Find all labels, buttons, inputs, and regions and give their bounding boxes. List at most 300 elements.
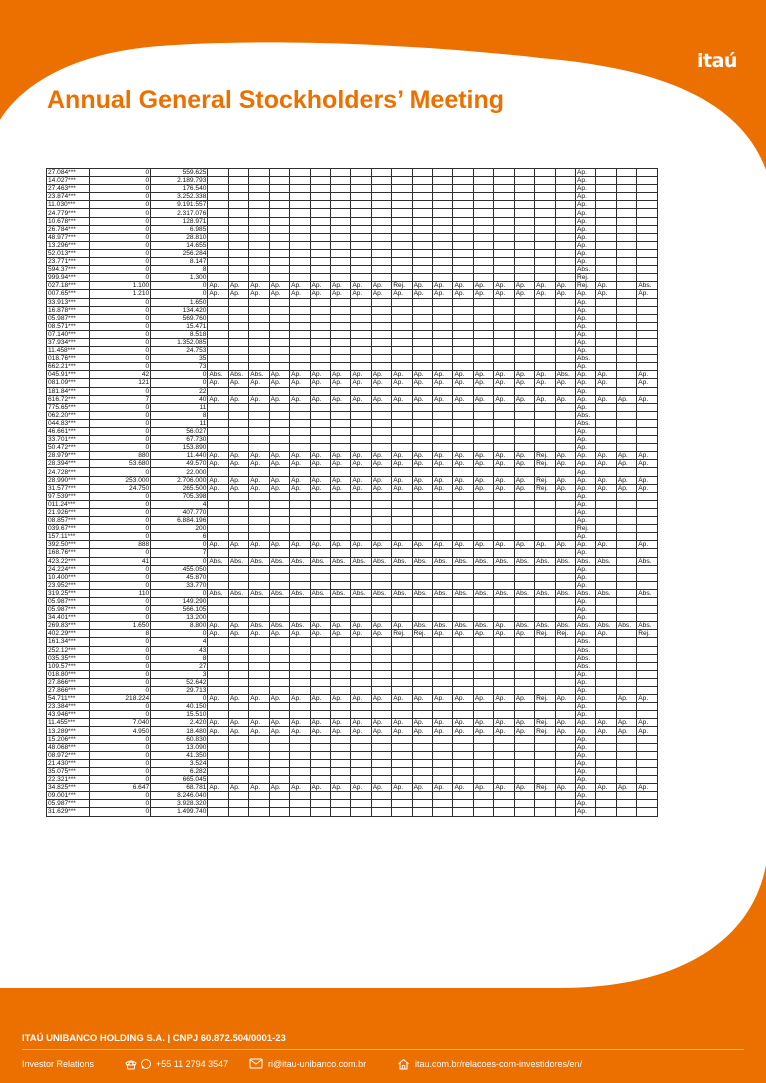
- table-row: [47, 727, 658, 735]
- vote-cell: Rej.: [576, 282, 596, 290]
- vote-cell: [453, 654, 473, 662]
- vote-cell: Ap.: [576, 614, 596, 622]
- vote-cell: [473, 306, 493, 314]
- vote-cell: Ap.: [555, 695, 575, 703]
- vote-cell: [433, 314, 453, 322]
- table-row: [47, 533, 658, 541]
- vote-cell: Abs.: [576, 266, 596, 274]
- vote-cell: [616, 274, 636, 282]
- vote-cell: [228, 274, 248, 282]
- vote-cell: [371, 444, 391, 452]
- vote-cell: [208, 525, 228, 533]
- vote-cell: [535, 565, 555, 573]
- vote-cell: [433, 338, 453, 346]
- shareholder-id-cell: 10.400***: [47, 573, 90, 581]
- table-row: [47, 193, 658, 201]
- vote-cell: [596, 533, 616, 541]
- vote-cell: Ap.: [249, 460, 269, 468]
- vote-cell: Ap.: [535, 290, 555, 298]
- vote-cell: [330, 759, 350, 767]
- vote-cell: [269, 687, 289, 695]
- vote-cell: [535, 419, 555, 427]
- vote-cell: [433, 330, 453, 338]
- vote-cell: Abs.: [249, 557, 269, 565]
- vote-cell: [473, 687, 493, 695]
- vote-cell: [535, 646, 555, 654]
- vote-cell: Ap.: [208, 290, 228, 298]
- vote-cell: [637, 225, 658, 233]
- vote-cell: [473, 185, 493, 193]
- vote-cell: [208, 646, 228, 654]
- vote-cell: [228, 751, 248, 759]
- vote-cell: [269, 606, 289, 614]
- vote-cell: [228, 355, 248, 363]
- vote-cell: [514, 322, 534, 330]
- vote-cell: Ap.: [330, 622, 350, 630]
- vote-cell: Ap.: [494, 282, 514, 290]
- vote-cell: Ap.: [433, 452, 453, 460]
- vote-cell: [228, 767, 248, 775]
- vote-cell: Rej.: [412, 630, 432, 638]
- vote-cell: [453, 614, 473, 622]
- vote-cell: [310, 638, 330, 646]
- vote-cell: [310, 751, 330, 759]
- vote-cell: [514, 808, 534, 816]
- share-count-cell: 265.500: [151, 484, 208, 492]
- vote-cell: [433, 581, 453, 589]
- shareholder-id-cell: 35.075***: [47, 767, 90, 775]
- vote-cell: [514, 241, 534, 249]
- vote-cell: Ap.: [228, 727, 248, 735]
- vote-cell: [637, 670, 658, 678]
- vote-cell: Ap.: [473, 727, 493, 735]
- itau-logo: itaú: [690, 38, 744, 84]
- vote-cell: [290, 792, 310, 800]
- share-count-cell: 0: [151, 589, 208, 597]
- vote-cell: [637, 614, 658, 622]
- vote-cell: [290, 298, 310, 306]
- vote-cell: [514, 606, 534, 614]
- vote-cell: [269, 654, 289, 662]
- vote-cell: [351, 525, 371, 533]
- vote-cell: Ap.: [576, 500, 596, 508]
- vote-cell: [473, 330, 493, 338]
- vote-cell: [514, 549, 534, 557]
- vote-cell: [433, 517, 453, 525]
- vote-cell: [269, 314, 289, 322]
- vote-cell: [637, 258, 658, 266]
- vote-cell: Ap.: [351, 282, 371, 290]
- table-row: [47, 581, 658, 589]
- vote-cell: [433, 767, 453, 775]
- vote-cell: [535, 638, 555, 646]
- vote-cell: [555, 209, 575, 217]
- vote-cell: [473, 751, 493, 759]
- share-count-cell: 0: [89, 428, 150, 436]
- vote-cell: [412, 193, 432, 201]
- vote-cell: [330, 258, 350, 266]
- vote-cell: [208, 565, 228, 573]
- vote-cell: [208, 670, 228, 678]
- share-count-cell: 559.625: [151, 169, 208, 177]
- vote-cell: [453, 209, 473, 217]
- vote-cell: [473, 241, 493, 249]
- vote-cell: [392, 597, 412, 605]
- vote-cell: [269, 363, 289, 371]
- share-count-cell: 40: [151, 395, 208, 403]
- table-row: [47, 419, 658, 427]
- vote-cell: [616, 428, 636, 436]
- vote-cell: [616, 759, 636, 767]
- vote-cell: [514, 193, 534, 201]
- table-row: [47, 306, 658, 314]
- vote-cell: [228, 597, 248, 605]
- vote-cell: [433, 573, 453, 581]
- table-row: [47, 776, 658, 784]
- vote-cell: Ap.: [290, 630, 310, 638]
- vote-cell: [596, 330, 616, 338]
- vote-cell: [473, 233, 493, 241]
- vote-cell: [269, 800, 289, 808]
- vote-cell: [433, 411, 453, 419]
- vote-cell: [494, 711, 514, 719]
- table-row: [47, 258, 658, 266]
- vote-cell: [249, 549, 269, 557]
- vote-cell: [453, 508, 473, 516]
- vote-cell: [433, 355, 453, 363]
- vote-cell: [330, 209, 350, 217]
- vote-cell: [290, 800, 310, 808]
- vote-cell: [433, 193, 453, 201]
- vote-cell: [290, 767, 310, 775]
- vote-cell: Ap.: [269, 395, 289, 403]
- vote-cell: [596, 177, 616, 185]
- website-link[interactable]: itau.com.br/relacoes-com-investidores/en/: [415, 1059, 583, 1069]
- vote-cell: Ap.: [371, 622, 391, 630]
- vote-cell: [208, 225, 228, 233]
- vote-cell: [330, 808, 350, 816]
- vote-cell: [330, 363, 350, 371]
- shareholder-id-cell: 43.946***: [47, 711, 90, 719]
- vote-cell: [596, 670, 616, 678]
- vote-cell: [392, 411, 412, 419]
- vote-cell: Rej.: [576, 274, 596, 282]
- vote-cell: [351, 581, 371, 589]
- vote-cell: [473, 201, 493, 209]
- share-count-cell: 18.480: [151, 727, 208, 735]
- vote-cell: [392, 767, 412, 775]
- vote-cell: Ap.: [249, 695, 269, 703]
- vote-cell: Rej.: [535, 719, 555, 727]
- vote-cell: [330, 614, 350, 622]
- vote-cell: [433, 525, 453, 533]
- vote-cell: [535, 703, 555, 711]
- vote-cell: [290, 614, 310, 622]
- vote-cell: [208, 355, 228, 363]
- table-row: [47, 589, 658, 597]
- vote-cell: [208, 436, 228, 444]
- vote-cell: [555, 428, 575, 436]
- vote-cell: [433, 776, 453, 784]
- shareholder-id-cell: 24.728***: [47, 468, 90, 476]
- vote-cell: [616, 687, 636, 695]
- vote-cell: [228, 444, 248, 452]
- vote-cell: [637, 355, 658, 363]
- table-row: [47, 266, 658, 274]
- vote-cell: [208, 597, 228, 605]
- vote-cell: [433, 201, 453, 209]
- vote-cell: [514, 759, 534, 767]
- share-count-cell: 0: [89, 581, 150, 589]
- vote-cell: Ap.: [290, 290, 310, 298]
- vote-cell: Ap.: [576, 444, 596, 452]
- vote-cell: Ap.: [310, 622, 330, 630]
- vote-cell: [392, 792, 412, 800]
- shareholder-id-cell: 27.084***: [47, 169, 90, 177]
- share-count-cell: 256.284: [151, 249, 208, 257]
- vote-cell: [555, 217, 575, 225]
- vote-cell: Ap.: [576, 460, 596, 468]
- vote-cell: Ap.: [576, 508, 596, 516]
- vote-cell: [228, 436, 248, 444]
- vote-cell: Ap.: [249, 727, 269, 735]
- vote-cell: [351, 436, 371, 444]
- vote-cell: [330, 274, 350, 282]
- vote-cell: [290, 533, 310, 541]
- vote-cell: [249, 508, 269, 516]
- vote-cell: [290, 703, 310, 711]
- vote-cell: [392, 808, 412, 816]
- vote-cell: Abs.: [576, 411, 596, 419]
- vote-cell: [371, 411, 391, 419]
- share-count-cell: 0: [89, 314, 150, 322]
- vote-cell: [269, 808, 289, 816]
- vote-cell: Ap.: [494, 727, 514, 735]
- shareholder-id-cell: 23.384***: [47, 703, 90, 711]
- vote-cell: [433, 185, 453, 193]
- vote-cell: Abs.: [576, 638, 596, 646]
- phone-number[interactable]: +55 11 2794 3547: [156, 1059, 229, 1069]
- table-row: [47, 525, 658, 533]
- vote-cell: [330, 419, 350, 427]
- vote-cell: [412, 703, 432, 711]
- share-count-cell: 22: [151, 387, 208, 395]
- shareholder-id-cell: 08.972***: [47, 751, 90, 759]
- vote-cell: [412, 573, 432, 581]
- vote-cell: [494, 581, 514, 589]
- shareholder-id-cell: 423.22***: [47, 557, 90, 565]
- vote-cell: [616, 436, 636, 444]
- vote-cell: Ap.: [576, 573, 596, 581]
- vote-cell: Ap.: [576, 735, 596, 743]
- table-row: [47, 452, 658, 460]
- vote-cell: [310, 735, 330, 743]
- vote-cell: Ap.: [576, 792, 596, 800]
- vote-cell: [371, 751, 391, 759]
- vote-cell: Ap.: [555, 282, 575, 290]
- vote-cell: [555, 444, 575, 452]
- vote-cell: [392, 468, 412, 476]
- vote-cell: [412, 330, 432, 338]
- vote-cell: [392, 266, 412, 274]
- vote-cell: [249, 193, 269, 201]
- vote-cell: [330, 646, 350, 654]
- vote-cell: [494, 662, 514, 670]
- vote-cell: [494, 508, 514, 516]
- vote-cell: [310, 646, 330, 654]
- email-link[interactable]: ri@itau-unibanco.com.br: [268, 1059, 367, 1069]
- vote-cell: [616, 638, 636, 646]
- vote-cell: [514, 751, 534, 759]
- vote-cell: [392, 687, 412, 695]
- vote-cell: Ap.: [228, 460, 248, 468]
- vote-cell: Abs.: [228, 557, 248, 565]
- vote-cell: [473, 549, 493, 557]
- vote-cell: [473, 177, 493, 185]
- vote-cell: [514, 517, 534, 525]
- vote-cell: Ap.: [494, 622, 514, 630]
- vote-cell: [535, 444, 555, 452]
- vote-cell: Ap.: [249, 719, 269, 727]
- vote-cell: [208, 330, 228, 338]
- vote-cell: [637, 581, 658, 589]
- vote-cell: [392, 347, 412, 355]
- vote-cell: [290, 638, 310, 646]
- share-count-cell: 253.000: [89, 476, 150, 484]
- vote-cell: [330, 411, 350, 419]
- vote-cell: [535, 274, 555, 282]
- shareholder-id-cell: 97.539***: [47, 492, 90, 500]
- vote-cell: Ap.: [576, 743, 596, 751]
- vote-cell: [514, 735, 534, 743]
- vote-cell: [249, 597, 269, 605]
- vote-cell: [290, 209, 310, 217]
- vote-cell: [412, 670, 432, 678]
- shareholder-id-cell: 594.37***: [47, 266, 90, 274]
- vote-cell: [228, 322, 248, 330]
- vote-cell: Ap.: [473, 452, 493, 460]
- vote-cell: Ap.: [514, 541, 534, 549]
- vote-cell: Ap.: [555, 290, 575, 298]
- vote-cell: [290, 306, 310, 314]
- table-row: [47, 169, 658, 177]
- share-count-cell: 0: [89, 565, 150, 573]
- vote-cell: [392, 298, 412, 306]
- vote-cell: [535, 330, 555, 338]
- vote-cell: [494, 193, 514, 201]
- vote-cell: [453, 306, 473, 314]
- vote-cell: Ap.: [576, 800, 596, 808]
- vote-cell: Ap.: [351, 484, 371, 492]
- vote-cell: Ap.: [494, 695, 514, 703]
- vote-cell: Abs.: [453, 557, 473, 565]
- vote-cell: [371, 322, 391, 330]
- vote-cell: [208, 533, 228, 541]
- vote-cell: [596, 193, 616, 201]
- vote-cell: [290, 492, 310, 500]
- vote-cell: [616, 743, 636, 751]
- shareholder-id-cell: 14.027***: [47, 177, 90, 185]
- vote-cell: [453, 597, 473, 605]
- vote-cell: [269, 436, 289, 444]
- vote-cell: [535, 573, 555, 581]
- share-count-cell: 2.317.076: [151, 209, 208, 217]
- vote-cell: Abs.: [269, 589, 289, 597]
- vote-cell: [596, 751, 616, 759]
- vote-cell: [249, 419, 269, 427]
- vote-cell: [392, 776, 412, 784]
- vote-cell: Ap.: [576, 387, 596, 395]
- table-row: [47, 500, 658, 508]
- vote-cell: [596, 735, 616, 743]
- vote-cell: Ap.: [473, 541, 493, 549]
- vote-cell: [473, 606, 493, 614]
- share-count-cell: 3: [151, 670, 208, 678]
- share-count-cell: 110: [89, 589, 150, 597]
- vote-cell: Ap.: [637, 452, 658, 460]
- vote-cell: [555, 241, 575, 249]
- vote-cell: [637, 169, 658, 177]
- vote-cell: [555, 387, 575, 395]
- vote-cell: [637, 444, 658, 452]
- vote-cell: [269, 549, 289, 557]
- vote-cell: [330, 743, 350, 751]
- vote-cell: [290, 249, 310, 257]
- vote-cell: [412, 403, 432, 411]
- vote-cell: Ap.: [330, 379, 350, 387]
- vote-cell: Ap.: [290, 727, 310, 735]
- vote-cell: [555, 330, 575, 338]
- vote-cell: [392, 209, 412, 217]
- share-count-cell: 41.350: [151, 751, 208, 759]
- share-count-cell: 3.252.338: [151, 193, 208, 201]
- vote-cell: Ap.: [616, 452, 636, 460]
- vote-cell: [596, 767, 616, 775]
- vote-cell: [412, 274, 432, 282]
- vote-cell: [514, 347, 534, 355]
- vote-cell: [616, 209, 636, 217]
- vote-cell: [555, 492, 575, 500]
- share-count-cell: 0: [89, 614, 150, 622]
- vote-cell: [371, 492, 391, 500]
- vote-cell: [249, 751, 269, 759]
- vote-cell: [351, 274, 371, 282]
- vote-cell: [514, 330, 534, 338]
- vote-cell: [514, 533, 534, 541]
- vote-cell: [555, 363, 575, 371]
- vote-cell: Ap.: [494, 541, 514, 549]
- vote-cell: [228, 330, 248, 338]
- vote-cell: Abs.: [616, 622, 636, 630]
- vote-cell: [269, 638, 289, 646]
- vote-cell: Ap.: [576, 193, 596, 201]
- vote-cell: [249, 217, 269, 225]
- shareholder-id-cell: 035.35***: [47, 654, 90, 662]
- vote-cell: [330, 751, 350, 759]
- share-count-cell: 0: [89, 743, 150, 751]
- vote-cell: [249, 500, 269, 508]
- share-count-cell: 8: [151, 654, 208, 662]
- vote-cell: [290, 517, 310, 525]
- vote-cell: [371, 419, 391, 427]
- vote-cell: [616, 217, 636, 225]
- vote-cell: [637, 330, 658, 338]
- vote-cell: [616, 654, 636, 662]
- vote-cell: Ap.: [576, 241, 596, 249]
- vote-cell: [371, 193, 391, 201]
- vote-cell: [473, 646, 493, 654]
- share-count-cell: 1.499.740: [151, 808, 208, 816]
